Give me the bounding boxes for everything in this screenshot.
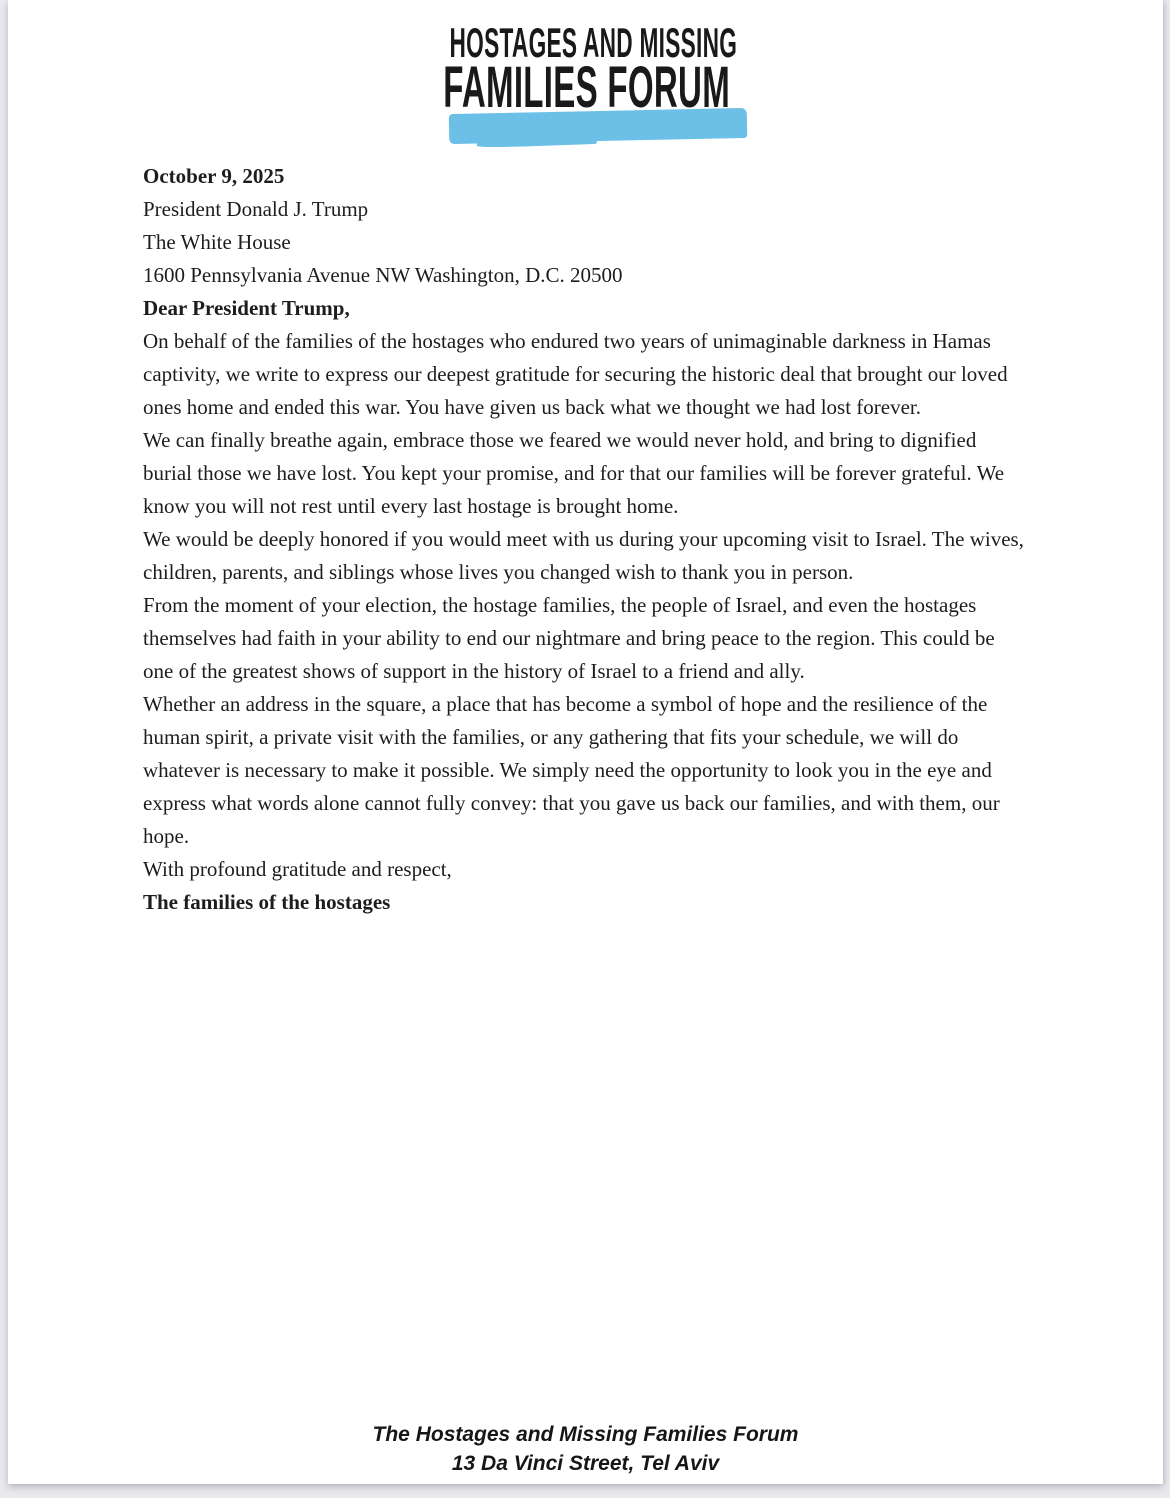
salutation: Dear President Trump, <box>143 296 350 320</box>
logo-line-2 <box>8 55 1163 120</box>
closing-line: With profound gratitude and respect, <box>143 857 452 881</box>
footer-address: 13 Da Vinci Street, Tel Aviv <box>451 1452 720 1475</box>
forum-logo <box>8 0 1163 160</box>
footer-org-name: The Hostages and Missing Families Forum <box>372 1423 799 1446</box>
signature-line: The families of the hostages <box>143 890 391 914</box>
letter-page <box>8 0 1163 1484</box>
recipient-org: The White House <box>143 230 291 254</box>
letter-footer <box>8 1420 1163 1478</box>
letter-paragraph: On behalf of the families of the hostages who endured two years of unimaginable darkness in Hamas captivity, we write to express our deepest gratitude for securing the historic deal that brought our loved ones home and ended this war. You have given us back what we thought we had lost forever. <box>143 329 1008 419</box>
letter-body <box>143 160 1025 919</box>
recipient-address: 1600 Pennsylvania Avenue NW Washington, D.C. 20500 <box>143 263 623 287</box>
logo-line-2-text: FAMILIES FORUM <box>443 55 730 120</box>
letter-paragraph: Whether an address in the square, a place that has become a symbol of hope and the resilience of the human spirit, a private visit with the families, or any gathering that fits your schedule, we will do whatever is necessary to make it possible. We simply need the opportunity to look you in the eye and express what words alone cannot fully convey: that you gave us back our families, and with them, our hope. <box>143 692 1000 848</box>
logo-line-1-text: HOSTAGES AND MISSING <box>449 19 738 66</box>
letter-paragraph: We would be deeply honored if you would meet with us during your upcoming visit to Israel. The wives, children, parents, and siblings whose lives you changed wish to thank you in person. <box>143 527 1024 584</box>
recipient-name: President Donald J. Trump <box>143 197 369 221</box>
date-line: October 9, 2025 <box>143 164 285 188</box>
letter-paragraph: From the moment of your election, the hostage families, the people of Israel, and even the hostages themselves had faith in your ability to end our nightmare and bring peace to the region. This could be one of the greatest shows of support in the history of Israel to a friend and ally. <box>143 593 995 683</box>
letter-paragraph: We can finally breathe again, embrace those we feared we would never hold, and bring to dignified burial those we have lost. You kept your promise, and for that our families will be forever grateful. We know you will not rest until every last hostage is brought home. <box>143 428 1005 518</box>
